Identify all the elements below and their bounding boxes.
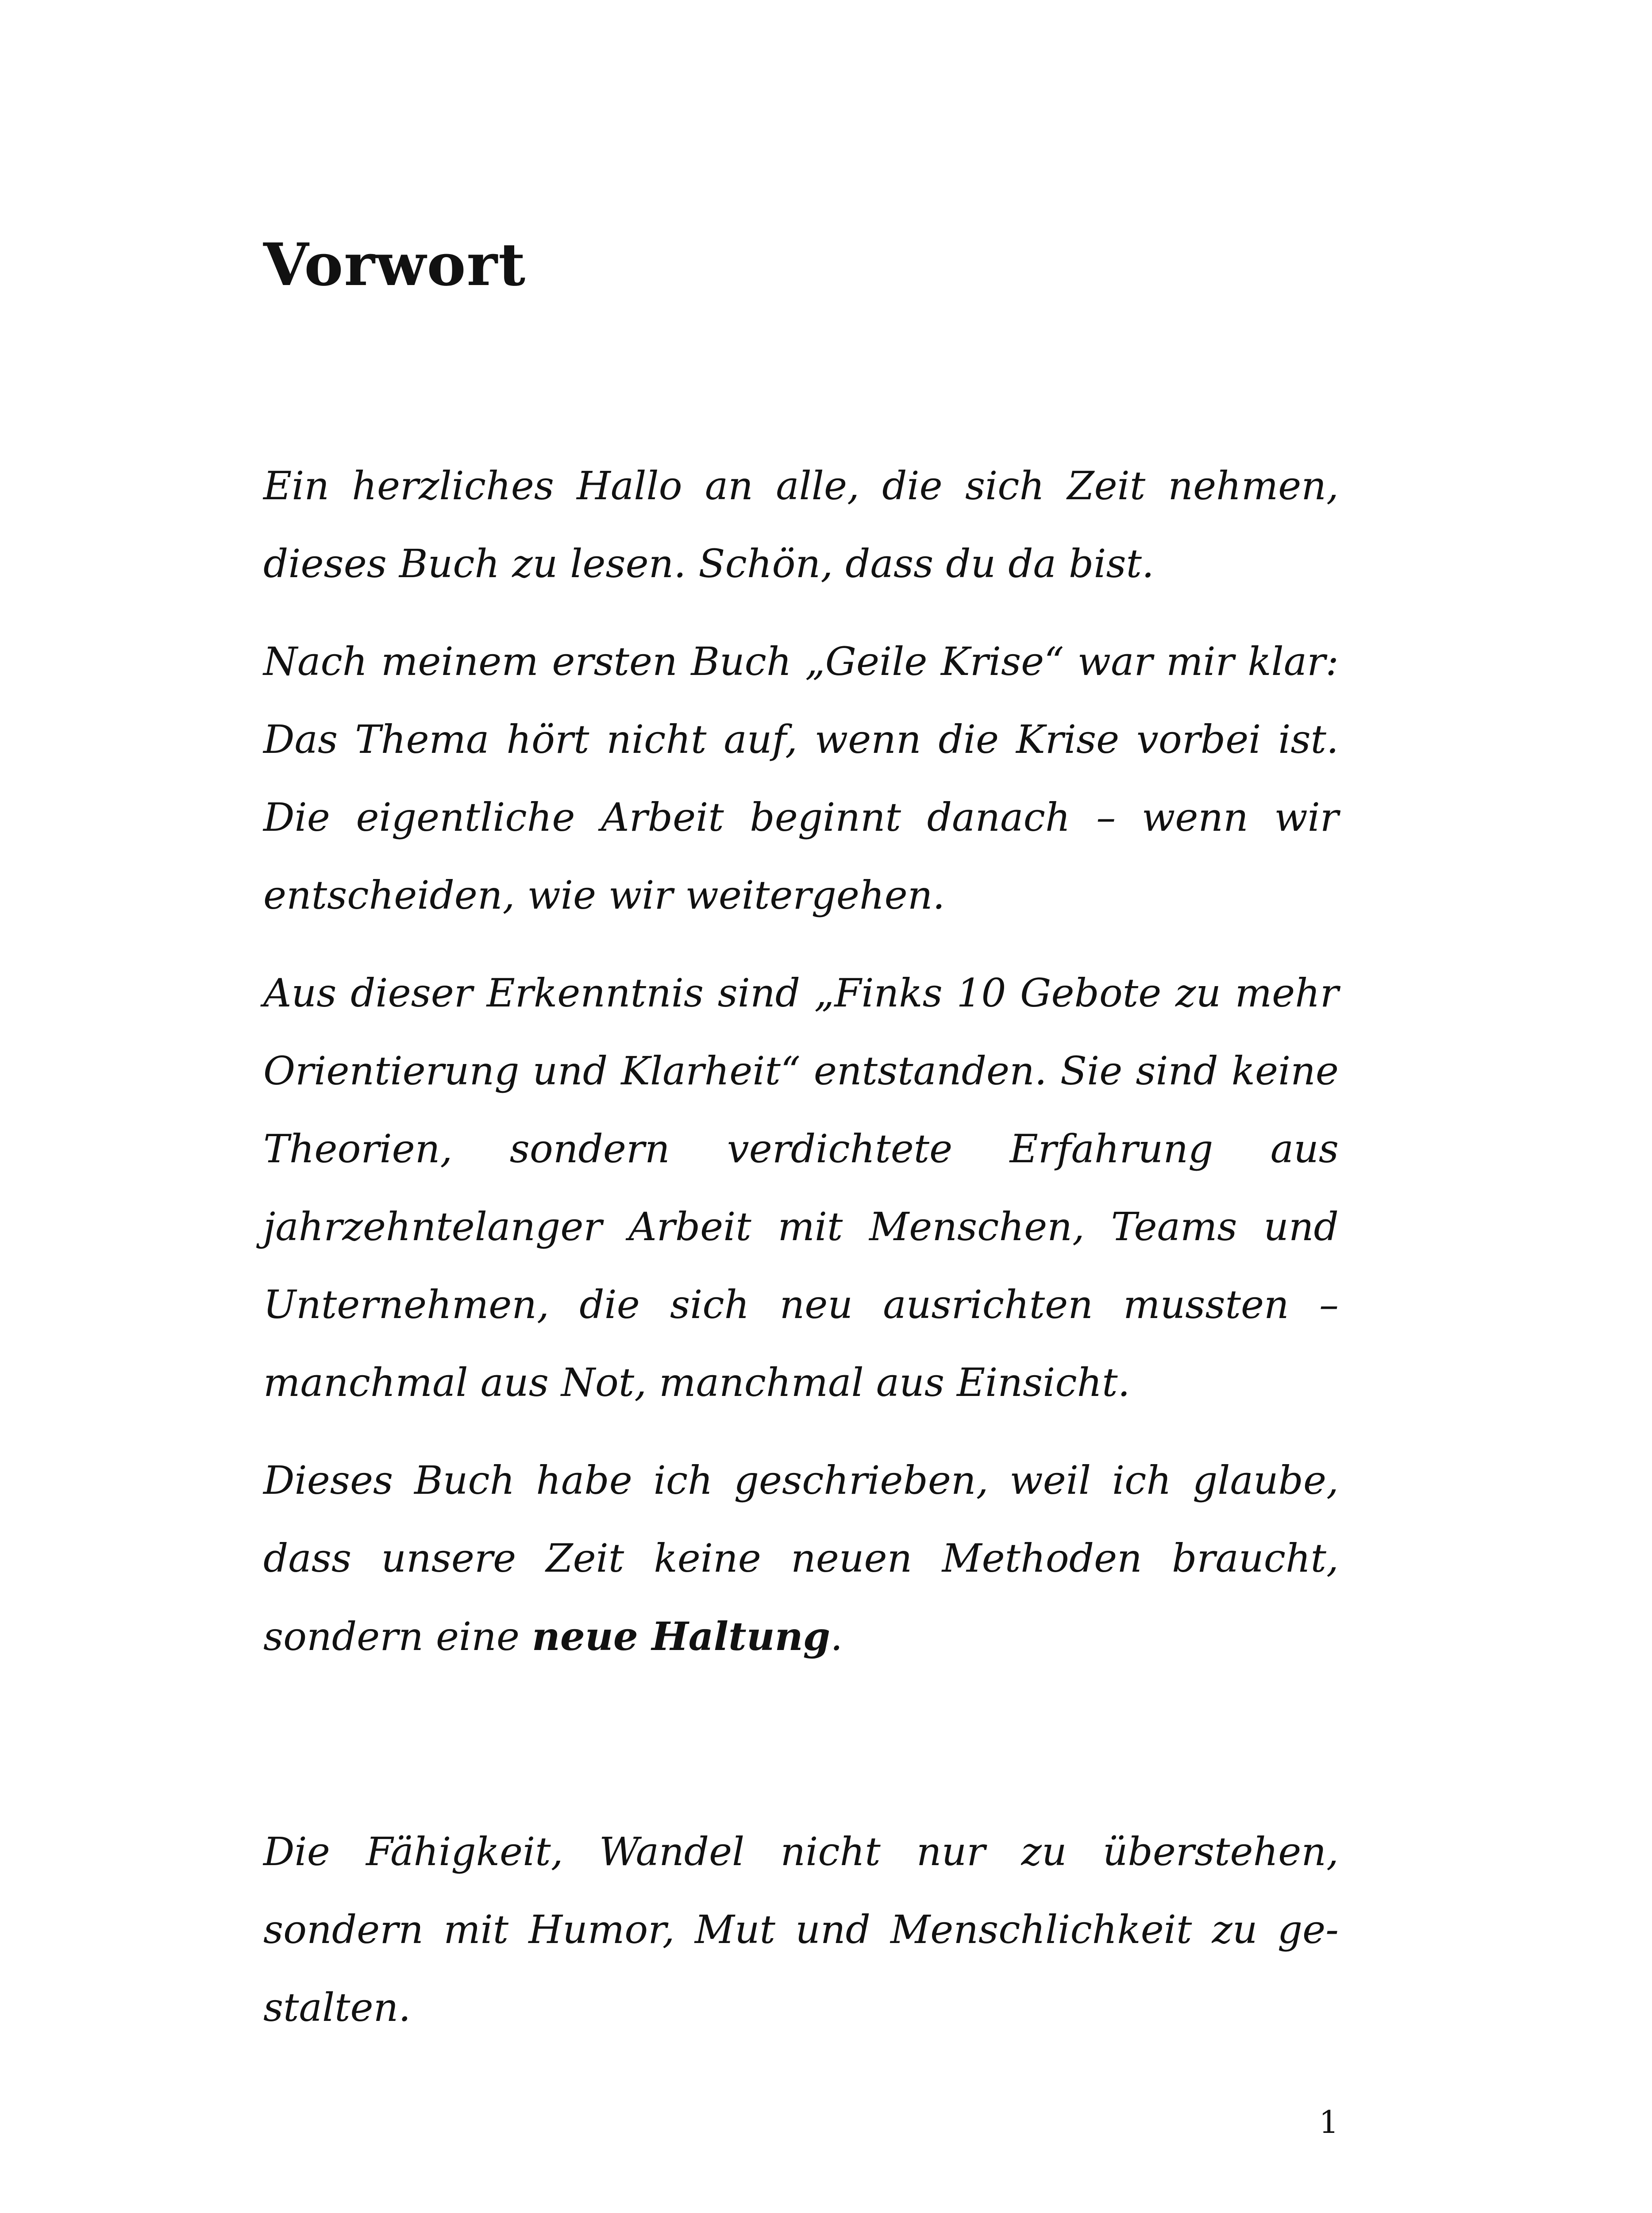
- paragraph-purpose: [263, 1442, 1339, 1676]
- page-number: 1: [1319, 2104, 1339, 2140]
- emphasis-new-attitude: neue Haltung: [531, 1613, 831, 1659]
- paragraph-purpose-text: Dieses Buch habe ich geschrieben, weil ich glaube, dass unsere Zeit keine neuen Methoden braucht, sondern eine: [263, 1457, 1339, 1659]
- paragraph-greeting: Ein herzliches Hallo an alle, die sich Zeit nehmen, dieses Buch zu lesen. Schön, dass du da bist.: [263, 463, 1339, 586]
- paragraph-commandments: Aus dieser Erkenntnis sind „Finks 10 Gebote zu mehr Orientierung und Klarheit“ entstanden. Sie sind keine Theorien, sondern verdichtete Erfahrung aus jahrzehntelanger Arbeit mit Menschen, Teams und Unternehmen, die sich neu ausrichten mussten – manchmal aus Not, manchmal aus Einsicht.: [263, 970, 1339, 1405]
- paragraph-first-book: Nach meinem ersten Buch „Geile Krise“ war mir klar: Das Thema hört nicht auf, wenn die Krise vorbei ist. Die eigentliche Arbeit beginnt danach – wenn wir entscheiden, wie wir weitergehen.: [263, 639, 1339, 918]
- body-text: [263, 447, 1339, 2066]
- paragraph-ability: Die Fähigkeit, Wandel nicht nur zu überstehen, sondern mit Humor, Mut und Menschlichkeit zu gestalten.: [263, 1829, 1339, 2030]
- chapter-title: Vorwort: [263, 231, 527, 299]
- paragraph-purpose-end: .: [830, 1614, 843, 1659]
